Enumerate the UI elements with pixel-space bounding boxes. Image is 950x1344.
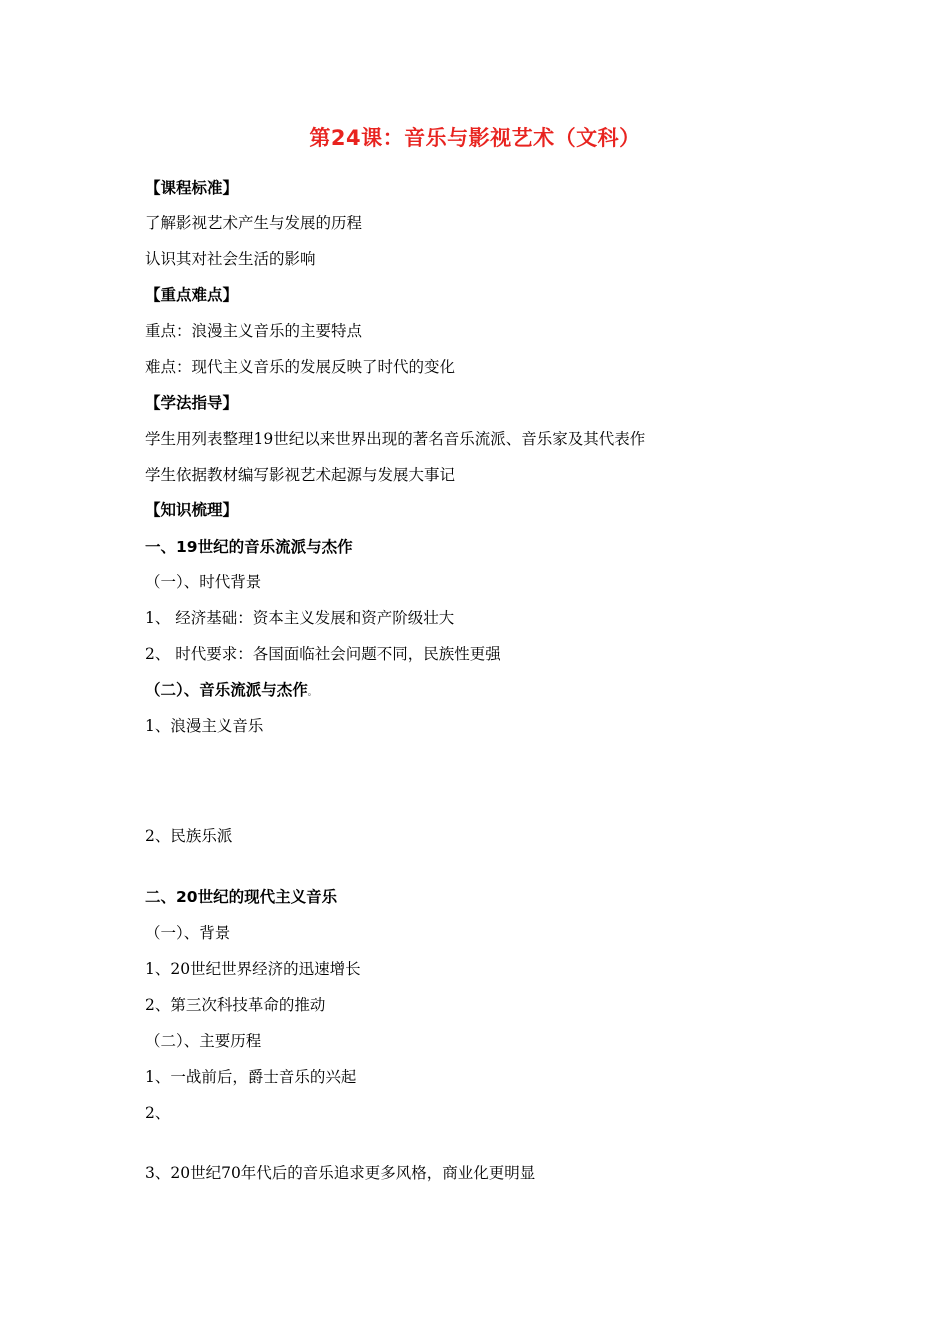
section-2-heading: 二、20世纪的现代主义音乐 — [145, 888, 338, 906]
section-1-sub-1-item-2: 2、 时代要求：各国面临社会问题不同，民族性更强 — [145, 645, 501, 663]
study-guide-item-2: 学生依据教材编写影视艺术起源与发展大事记 — [145, 466, 456, 484]
section-1-sub-2-mark: 。 — [307, 688, 317, 698]
section-2-sub-1-heading: （一）、背景 — [145, 924, 231, 942]
section-1-sub-2-heading — [145, 680, 317, 703]
key-points-heading: 【重点难点】 — [145, 286, 239, 304]
section-2-sub-1-item-2: 2、第三次科技革命的推动 — [145, 996, 326, 1014]
curriculum-item-2: 认识其对社会生活的影响 — [145, 250, 316, 268]
section-2-sub-1-item-1: 1、20世纪世界经济的迅速增长 — [145, 960, 361, 978]
section-1-sub-2-item-1: 1、浪漫主义音乐 — [145, 717, 264, 735]
lesson-title: 第24课：音乐与影视艺术（文科） — [309, 126, 641, 150]
curriculum-heading: 【课程标准】 — [145, 179, 239, 197]
key-point-item-2: 难点：现代主义音乐的发展反映了时代的变化 — [145, 358, 456, 376]
section-2-sub-2-item-3: 3、20世纪70年代后的音乐追求更多风格，商业化更明显 — [145, 1164, 536, 1182]
curriculum-item-1: 了解影视艺术产生与发展的历程 — [145, 214, 363, 232]
section-1-sub-1-item-1: 1、 经济基础：资本主义发展和资产阶级壮大 — [145, 609, 455, 627]
section-1-sub-2-item-2: 2、民族乐派 — [145, 827, 233, 845]
study-guide-heading: 【学法指导】 — [145, 394, 239, 412]
study-guide-item-1: 学生用列表整理19世纪以来世界出现的著名音乐流派、音乐家及其代表作 — [145, 430, 646, 448]
section-1-sub-1-heading: （一）、时代背景 — [145, 573, 262, 591]
section-2-sub-2-item-2: 2、 — [145, 1104, 171, 1122]
knowledge-heading: 【知识梳理】 — [145, 501, 239, 519]
key-point-item-1: 重点：浪漫主义音乐的主要特点 — [145, 322, 363, 340]
section-1-heading: 一、19世纪的音乐流派与杰作 — [145, 538, 353, 556]
section-1-sub-2-label: （二）、音乐流派与杰作 — [145, 681, 308, 699]
section-2-sub-2-item-1: 1、一战前后，爵士音乐的兴起 — [145, 1068, 357, 1086]
section-2-sub-2-heading: （二）、主要历程 — [145, 1032, 262, 1050]
